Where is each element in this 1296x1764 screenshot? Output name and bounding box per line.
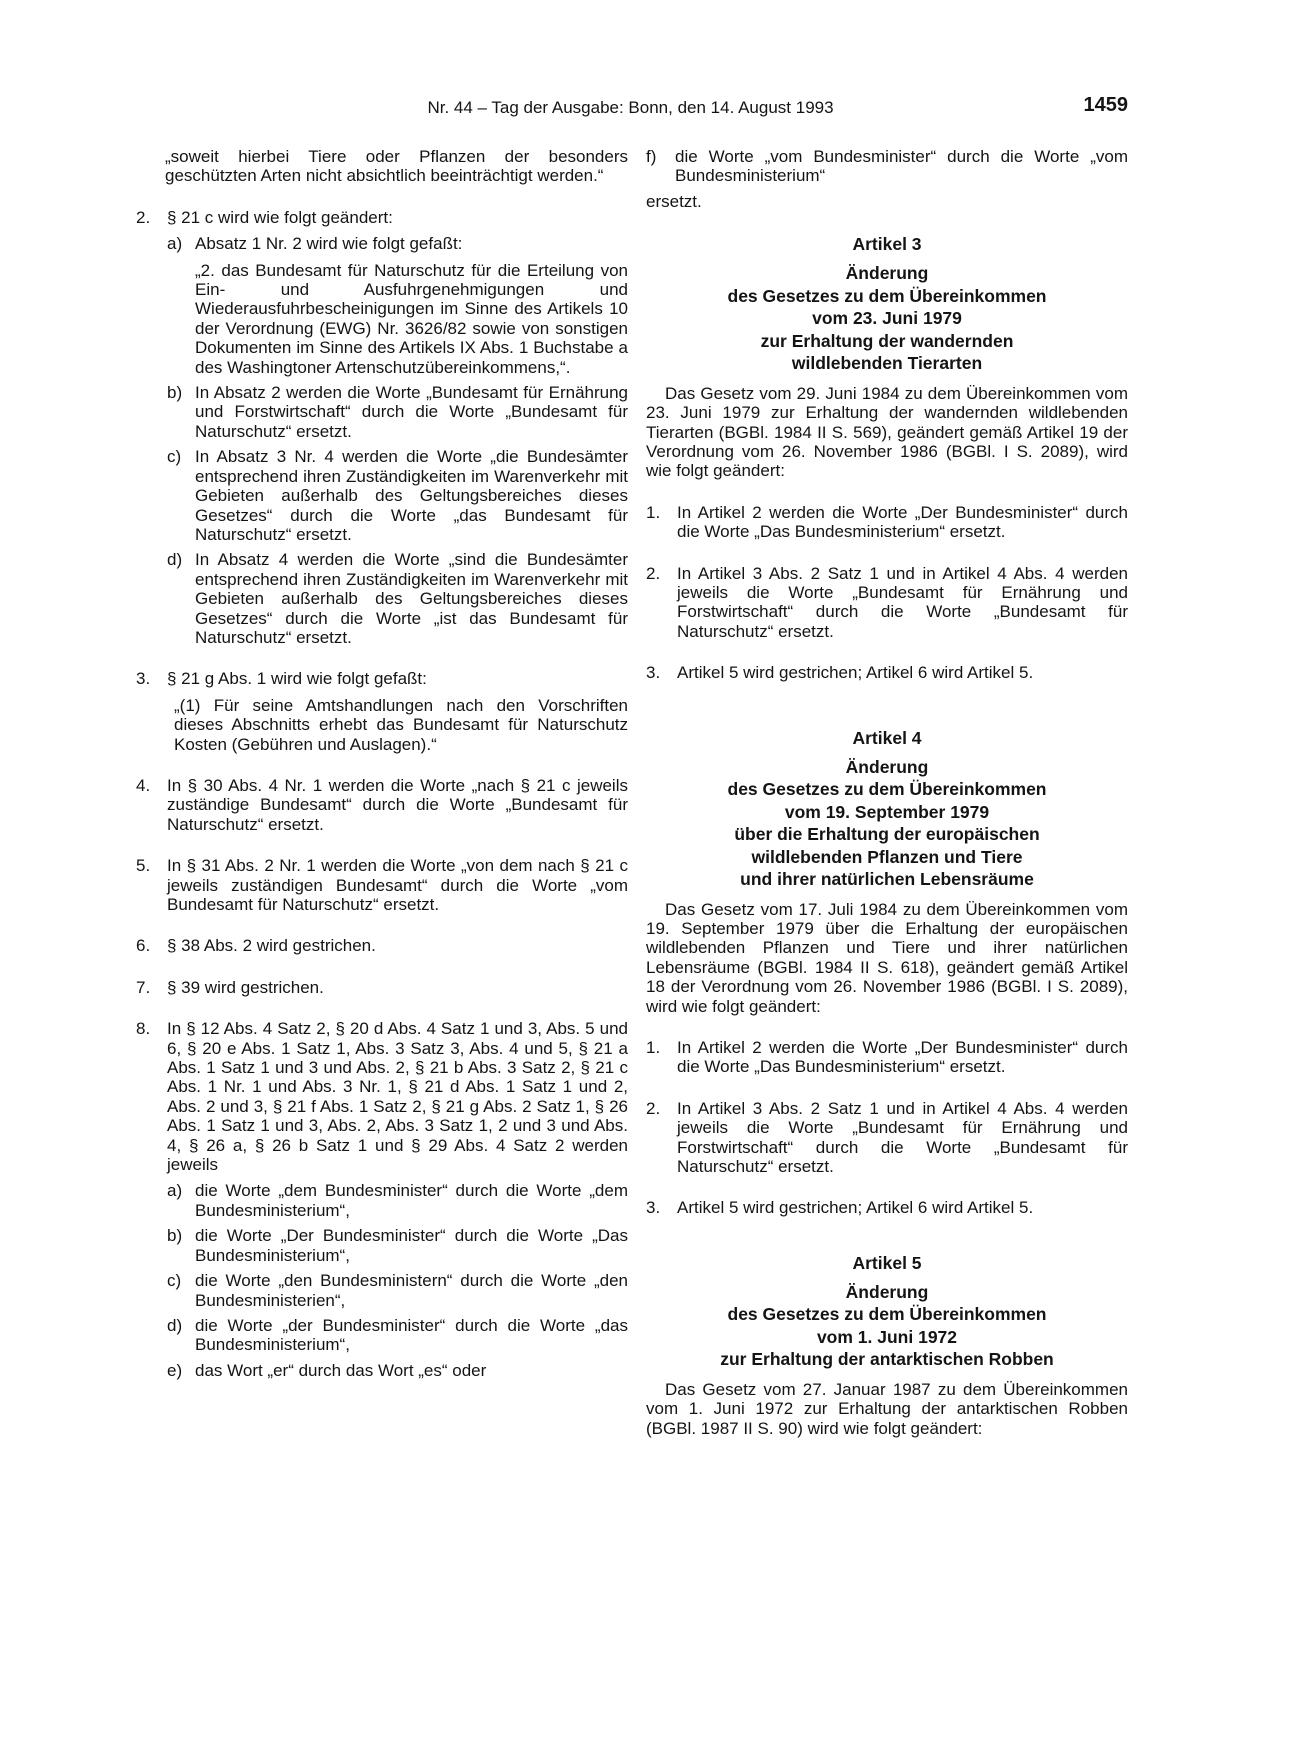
sub-item-text: das Wort „er“ durch das Wort „es“ oder [195,1360,487,1380]
article-intro: Das Gesetz vom 17. Juli 1984 zu dem Übereinkommen vom 19. September 1979 über die Erhaltung der europäischen wildlebenden Pflanzen und Tiere und ihrer natürlichen Lebensräume (BGBl. 1984 II S. 618), geändert gemäß Artikel 18 der Verordnung vom 26. November 1986 (BGBl. I S. 2089), wird wie folgt geändert: [646,899,1128,1016]
list-item-1 [646,1038,1128,1077]
article-intro: Das Gesetz vom 27. Januar 1987 zu dem Übereinkommen vom 1. Juni 1972 zur Erhaltung der antarktischen Robben (BGBl. 1987 II S. 90) wird wie folgt geändert: [646,1379,1128,1438]
list-item-4 [136,776,628,834]
item-text: § 21 c wird wie folgt geändert: [167,207,393,227]
item-text: § 21 g Abs. 1 wird wie folgt gefaßt: [167,669,427,689]
item-text: In Artikel 2 werden die Worte „Der Bundesminister“ durch die Worte „Das Bundesministerium“ ersetzt. [677,502,1128,542]
heading-line: Änderung [845,1281,929,1302]
page-number: 1459 [1083,94,1128,116]
item-text: Artikel 5 wird gestrichen; Artikel 6 wird Artikel 5. [677,1198,1034,1218]
sub-item-text: die Worte „Der Bundesminister“ durch die Worte „Das Bundesministerium“, [195,1226,628,1265]
sub-item-text: die Worte „den Bundesministern“ durch die Worte „den Bundesministerien“, [195,1271,628,1310]
sub-item-letter: a) [167,1181,183,1201]
sub-item-text: Absatz 1 Nr. 2 wird wie folgt gefaßt: [195,234,463,254]
item-quote: „(1) Für seine Amtshandlungen nach den Vorschriften dieses Abschnitts erhebt das Bundesamt für Naturschutz Kosten (Gebühren und Auslagen).“ [174,695,628,754]
article-title: Artikel 3 [852,234,922,255]
item-number: 1. [646,1038,661,1058]
sub-item-a [167,234,628,377]
right-column [646,147,1128,1438]
sub-item-d [167,550,628,647]
item-number: 2. [136,207,151,227]
item-number: 3. [646,1198,661,1218]
sub-item-letter: a) [167,234,183,254]
item-number: 6. [136,936,151,956]
article-title: Artikel 5 [852,1252,922,1273]
item-text: In § 31 Abs. 2 Nr. 1 werden die Worte „von dem nach § 21 c jeweils zuständigen Bundesamt“ durch die Worte „vom Bundesamt für Naturschutz“ ersetzt. [167,856,628,914]
sub-item-text: In Absatz 3 Nr. 4 werden die Worte „die Bundesämter entsprechend ihren Zuständigkeiten im Warenverkehr mit Gebieten außerhalb des Geltungsbereiches dieses Gesetzes“ durch die Worte „das Bundesamt für Naturschutz“ ersetzt. [195,447,628,544]
item-text: § 39 wird gestrichen. [167,977,324,997]
page-header [133,94,1128,124]
heading-line: zur Erhaltung der wandernden [760,330,1014,351]
item-text: In § 12 Abs. 4 Satz 2, § 20 d Abs. 4 Satz 1 und 3, Abs. 5 und 6, § 20 e Abs. 1 Satz 1, Abs. 3 Satz 3, Abs. 4 und 5, § 21 a Abs. 1 Satz 1 und 3 und Abs. 2, § 21 b Abs. 3 Satz 2, § 21 c Abs. 1 Nr. 1 und Abs. 3 Nr. 1, § 21 d Abs. 1 Satz 1 und 2, Abs. 2 und 3, § 21 f Abs. 1 Satz 2, § 21 g Abs. 2 Satz 1, § 26 Abs. 1 Satz 1 und 3, Abs. 2, Abs. 3 Satz 1, 2 und 3 und Abs. 4, § 26 a, § 26 b Satz 1 und § 29 Abs. 4 Satz 2 werden jeweils [167,1019,628,1175]
heading-line: des Gesetzes zu dem Übereinkommen [727,285,1047,306]
list-item-3 [646,1198,1128,1217]
item-number: 2. [646,1098,661,1118]
article-heading [646,1281,1128,1371]
sub-item-letter: b) [167,1226,183,1246]
list-item-2 [136,208,628,648]
article-title: Artikel 4 [852,727,922,748]
item-number: 5. [136,856,151,876]
heading-line: des Gesetzes zu dem Übereinkommen [727,1304,1047,1325]
item-text: In § 30 Abs. 4 Nr. 1 werden die Worte „nach § 21 c jeweils zuständige Bundesamt“ durch die Worte „Bundesamt für Naturschutz“ ersetzt. [167,775,628,834]
heading-line: über die Erhaltung der europäischen [734,824,1040,845]
item-number: 1. [646,502,661,522]
item-number: 3. [646,663,661,683]
item-number: 2. [646,563,661,583]
intro-quote: „soweit hierbei Tiere oder Pflanzen der besonders geschützten Arten nicht absichtlich beeinträchtigt werden.“ [165,147,628,186]
heading-line: Änderung [845,263,929,284]
heading-line: des Gesetzes zu dem Übereinkommen [727,779,1047,800]
sub-item-c [167,447,628,544]
left-column [136,147,628,1380]
article-intro: Das Gesetz vom 29. Juni 1984 zu dem Übereinkommen vom 23. Juni 1979 zur Erhaltung der wandernden wildlebenden Tierarten (BGBl. 1984 II S. 569), geändert gemäß Artikel 19 der Verordnung vom 26. November 1986 (BGBl. I S. 2089), wird wie folgt geändert: [646,383,1128,481]
sub-item-letter: f) [646,147,657,166]
sub-item-text: die Worte „vom Bundesminister“ durch die Worte „vom Bundesministerium“ [675,147,1128,186]
sub-item-text: In Absatz 2 werden die Worte „Bundesamt für Ernährung und Forstwirtschaft“ durch die Worte „Bundesamt für Naturschutz“ ersetzt. [195,383,628,441]
sub-item-text: die Worte „der Bundesminister“ durch die Worte „das Bundesministerium“, [195,1315,628,1355]
sub-item-text: die Worte „dem Bundesminister“ durch die Worte „dem Bundesministerium“, [195,1181,628,1220]
heading-line: wildlebenden Pflanzen und Tiere [751,846,1023,867]
sub-item-quote: „2. das Bundesamt für Naturschutz für die Erteilung von Ein- und Ausfuhrgenehmigungen und Wiederausfuhrbescheinigungen im Sinne des Artikels 10 der Verordnung (EWG) Nr. 3626/82 sowie von sonstigen Dokumenten im Sinne des Artikels IX Abs. 1 Buchstabe a des Washingtoner Artenschutzübereinkommens,“. [195,260,628,377]
sub-item-c [167,1271,628,1310]
sub-item-letter: c) [167,447,182,467]
list-item-2 [646,564,1128,642]
issue-line: Nr. 44 – Tag der Ausgabe: Bonn, den 14. August 1993 [427,98,834,117]
list-item-1 [646,503,1128,542]
article-4 [646,727,1128,1218]
ersetzt-line: ersetzt. [646,191,702,211]
sub-item-e [167,1361,628,1380]
article-5 [646,1252,1128,1438]
item-text: Artikel 5 wird gestrichen; Artikel 6 wird Artikel 5. [677,663,1034,683]
sub-item-text: In Absatz 4 werden die Worte „sind die Bundesämter entsprechend ihren Zuständigkeiten im Warenverkehr mit Gebieten außerhalb des Geltungsbereiches dieses Gesetzes“ durch die Worte „ist das Bundesamt für Naturschutz“ ersetzt. [195,550,628,647]
sub-item-b [167,383,628,441]
sub-item-letter: c) [167,1271,182,1291]
article-heading [646,756,1128,891]
sub-item-letter: d) [167,550,183,570]
sub-item-letter: e) [167,1360,183,1380]
item-number: 7. [136,977,151,997]
heading-line: vom 1. Juni 1972 [816,1326,958,1347]
sub-item-f [646,147,1128,186]
sub-item-a [167,1181,628,1220]
heading-line: Änderung [845,756,929,777]
list-item-2 [646,1099,1128,1177]
sub-item-b [167,1226,628,1265]
list-item-3 [136,669,628,754]
sub-item-letter: b) [167,383,183,403]
article-heading [646,262,1128,375]
item-text: In Artikel 2 werden die Worte „Der Bundesminister“ durch die Worte „Das Bundesministerium“ ersetzt. [677,1038,1128,1077]
item-number: 8. [136,1019,151,1039]
item-text: In Artikel 3 Abs. 2 Satz 1 und in Artikel 4 Abs. 4 werden jeweils die Worte „Bundesamt für Ernährung und Forstwirtschaft“ durch die Worte „Bundesamt für Naturschutz“ ersetzt. [677,563,1128,641]
heading-line: vom 23. Juni 1979 [812,308,962,329]
item-text: In Artikel 3 Abs. 2 Satz 1 und in Artikel 4 Abs. 4 werden jeweils die Worte „Bundesamt für Ernährung und Forstwirtschaft“ durch die Worte „Bundesamt für Naturschutz“ ersetzt. [677,1098,1128,1177]
sub-item-d [167,1316,628,1355]
heading-line: und ihrer natürlichen Lebensräume [740,869,1034,890]
item-number: 3. [136,669,151,689]
sub-item-letter: d) [167,1315,183,1335]
article-3 [646,233,1128,682]
list-item-5 [136,856,628,914]
heading-line: zur Erhaltung der antarktischen Robben [720,1349,1054,1370]
list-item-7 [136,978,628,997]
item-number: 4. [136,775,151,795]
list-item-8 [136,1019,628,1380]
list-item-6 [136,936,628,955]
item-text: § 38 Abs. 2 wird gestrichen. [167,936,376,956]
heading-line: vom 19. September 1979 [784,801,990,822]
list-item-3 [646,663,1128,682]
heading-line: wildlebenden Tierarten [791,353,983,374]
